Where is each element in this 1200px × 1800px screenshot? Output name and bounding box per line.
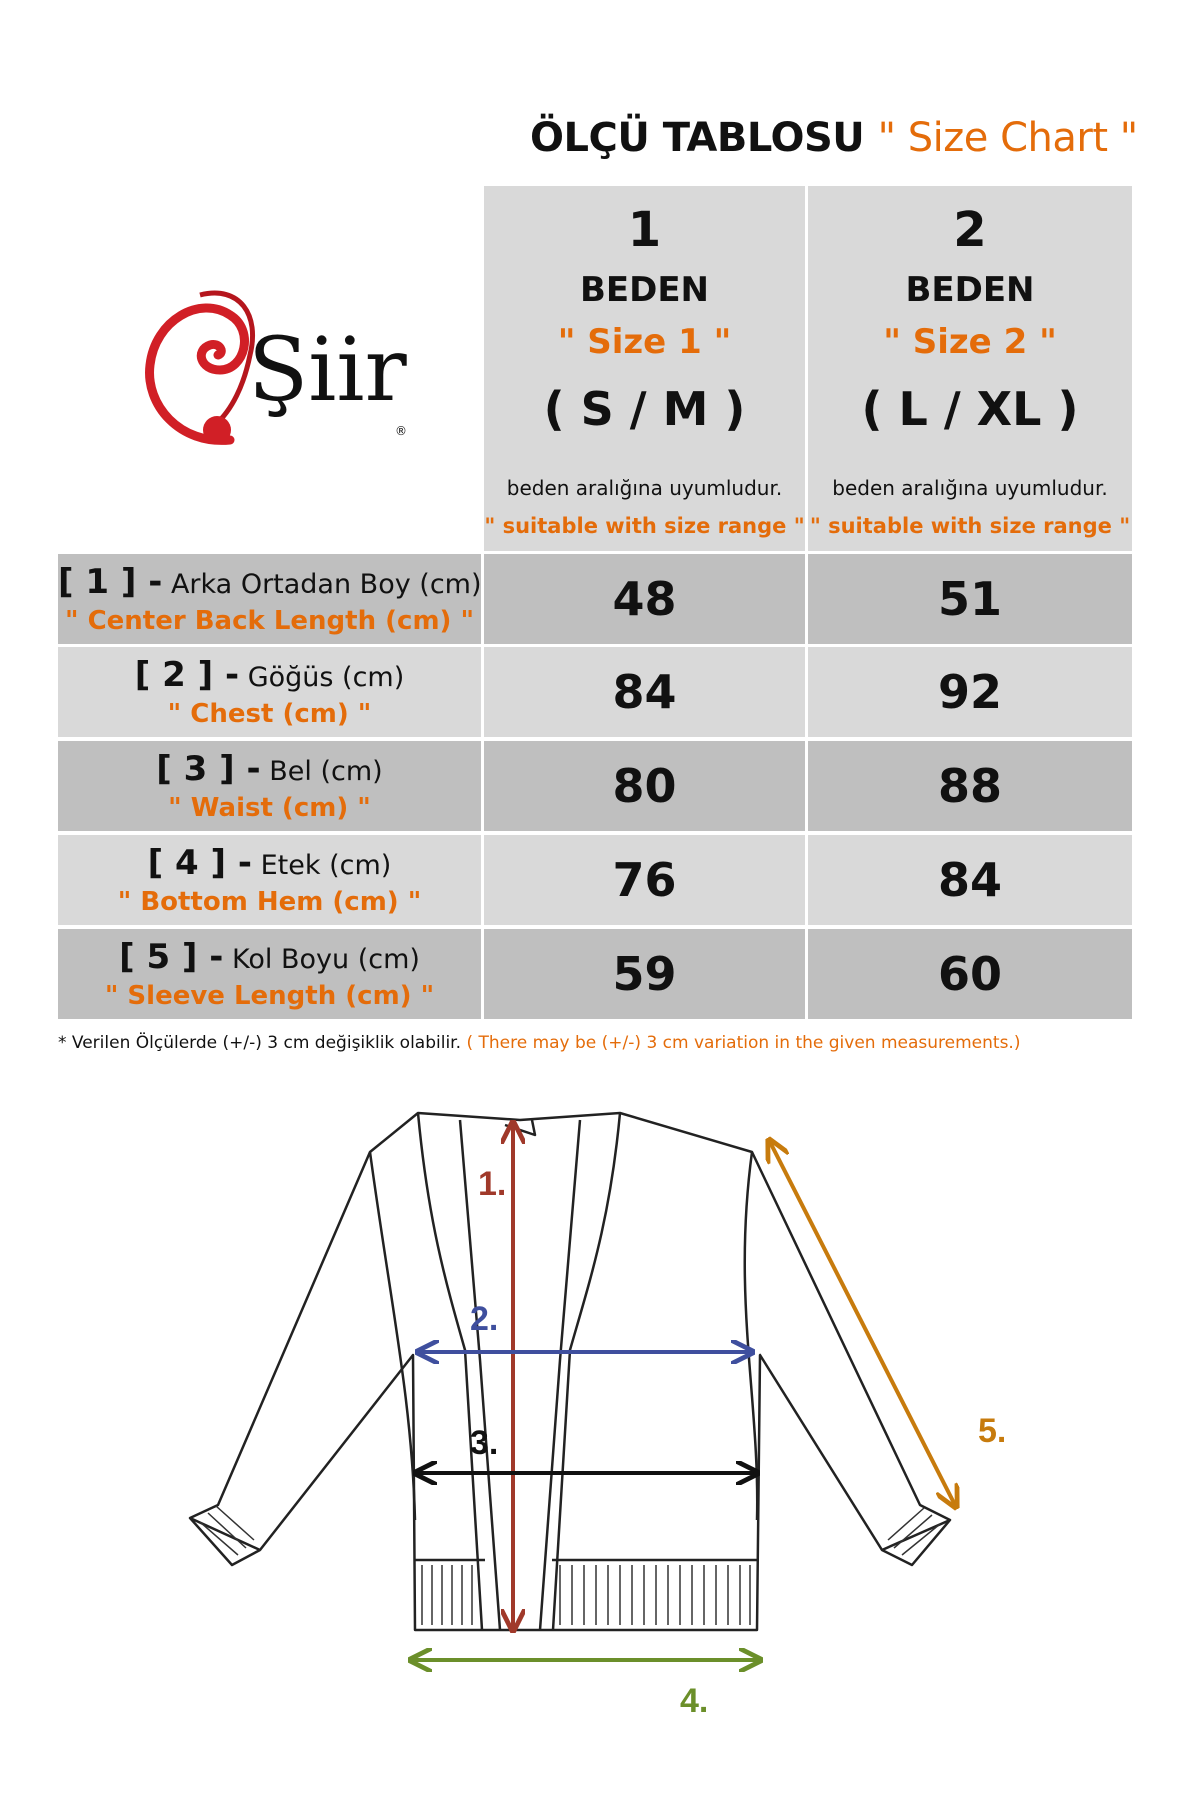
size-2-value: 51 [808, 554, 1132, 644]
measure-name-tr: Arka Ortadan Boy (cm) [170, 569, 482, 600]
registered-mark: ® [395, 424, 407, 438]
measure-name-en: " Chest (cm) " [167, 699, 372, 729]
size-1-value: 84 [484, 647, 805, 737]
size-2-value: 88 [808, 741, 1132, 831]
logo-wordmark: Şiir [248, 318, 407, 421]
fit-text-en: " suitable with size range " [484, 514, 805, 538]
ribbing-texture [200, 1506, 940, 1625]
label-3: 3. [470, 1424, 499, 1462]
size-1-value: 80 [484, 741, 805, 831]
size-label-en: " Size 2 " [883, 322, 1057, 362]
measure-name-tr: Kol Boyu (cm) [232, 944, 420, 975]
measure-index: [ 2 ] - [134, 655, 240, 695]
table-row [58, 554, 1132, 644]
measure-name-en: " Sleeve Length (cm) " [104, 981, 435, 1011]
measure-index: [ 1 ] - [58, 562, 163, 602]
size-number: 2 [953, 202, 987, 258]
garment-diagram [160, 1100, 1040, 1780]
size-2-value: 60 [808, 929, 1132, 1019]
title-en: " Size Chart " [877, 115, 1138, 161]
table-row [58, 835, 1132, 925]
size-2-value: 84 [808, 835, 1132, 925]
size-range: ( S / M ) [543, 382, 746, 436]
page-title [530, 115, 1138, 175]
measure-label [58, 741, 481, 831]
size-column-1-header [484, 186, 805, 551]
measure-name-tr: Göğüs (cm) [247, 662, 405, 693]
size-1-value: 59 [484, 929, 805, 1019]
fit-text-tr: beden aralığına uyumludur. [832, 476, 1108, 500]
beden-label: BEDEN [579, 270, 710, 310]
label-5: 5. [978, 1412, 1007, 1450]
measurement-note [58, 1033, 1020, 1053]
note-en: ( There may be (+/-) 3 cm variation in the given measurements.) [466, 1033, 1021, 1053]
title-tr: ÖLÇÜ TABLOSU [530, 115, 865, 161]
label-2: 2. [470, 1300, 499, 1338]
table-row [58, 741, 1132, 831]
beden-label: BEDEN [905, 270, 1035, 310]
logo-swirl-icon [150, 293, 253, 444]
cardigan-outline-icon [190, 1113, 950, 1630]
size-range: ( L / XL ) [861, 382, 1079, 436]
measure-name-en: " Waist (cm) " [168, 793, 371, 823]
fit-text-tr: beden aralığına uyumludur. [506, 476, 783, 500]
label-4: 4. [680, 1682, 709, 1720]
measure-label [58, 647, 481, 737]
size-column-2-header [808, 186, 1132, 551]
measure-name-en: " Center Back Length (cm) " [64, 606, 475, 636]
arrow-5-sleeve [770, 1142, 955, 1505]
size-label-en: " Size 1 " [557, 322, 732, 362]
measure-label [58, 835, 481, 925]
size-1-value: 48 [484, 554, 805, 644]
measure-label [58, 554, 481, 644]
size-number: 1 [627, 202, 662, 258]
size-2-value: 92 [808, 647, 1132, 737]
measure-index: [ 5 ] - [119, 937, 224, 977]
note-tr: * Verilen Ölçülerde (+/-) 3 cm değişiklik olabilir. [58, 1033, 462, 1053]
brand-logo [140, 285, 410, 455]
table-row [58, 929, 1132, 1019]
label-1: 1. [478, 1165, 507, 1203]
measure-name-en: " Bottom Hem (cm) " [117, 887, 422, 917]
size-1-value: 76 [484, 835, 805, 925]
measure-label [58, 929, 481, 1019]
measure-index: [ 4 ] - [147, 843, 253, 883]
fit-text-en: " suitable with size range " [809, 514, 1131, 538]
measure-name-tr: Etek (cm) [260, 850, 392, 881]
measure-index: [ 3 ] - [156, 749, 261, 789]
measure-name-tr: Bel (cm) [269, 756, 383, 787]
table-row [58, 647, 1132, 737]
